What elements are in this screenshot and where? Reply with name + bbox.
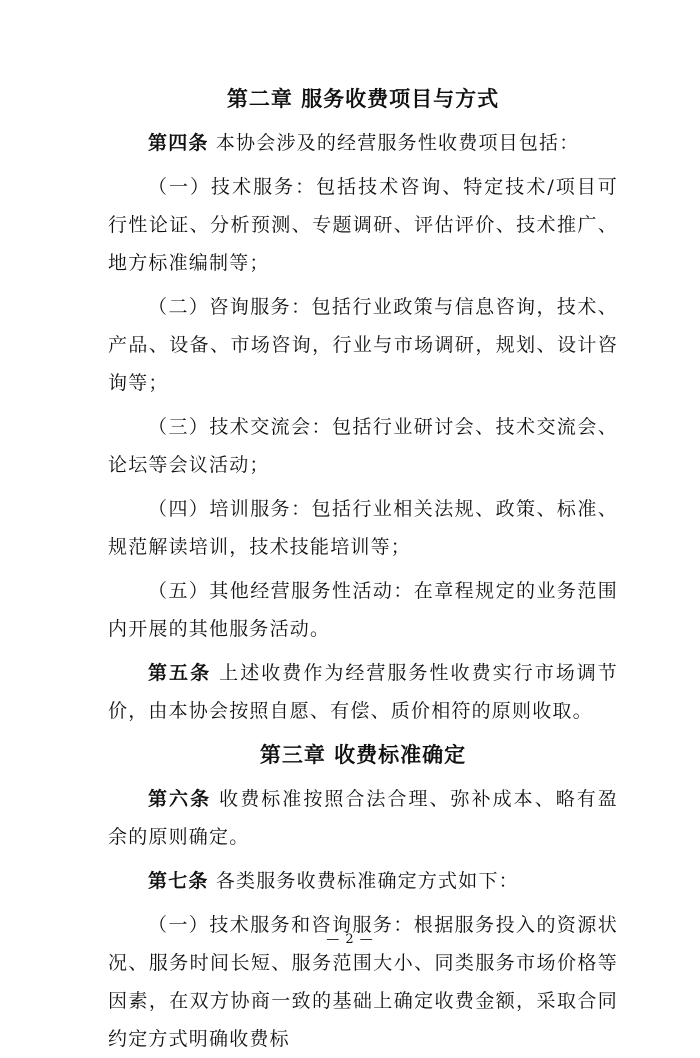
article-6-text: 收费标准按照合法合理、弥补成本、略有盈余的原则确定。 [108,788,618,848]
article-4-item-4: （四）培训服务：包括行业相关法规、政策、标准、规范解读培训，技术技能培训等； [108,498,618,558]
article-4-item-2: （二）咨询服务：包括行业政策与信息咨询，技术、产品、设备、市场咨询，行业与市场调研，规划、设计咨询等； [108,296,618,394]
article-7-item-1: （一）技术服务和咨询服务：根据服务投入的资源状况、服务时间长短、服务范围大小、同类服务市场价格等因素，在双方协商一致的基础上确定收费金额，采取合同约定方式明确收费标 [108,914,618,1050]
article-4-label: 第四条 [148,132,209,154]
article-4-item-1: （一）技术服务：包括技术咨询、特定技术/项目可行性论证、分析预测、专题调研、评估评价、技术推广、地方标准编制等； [108,176,618,274]
article-6-label: 第六条 [148,788,212,810]
article-4-item-3: （三）技术交流会：包括行业研讨会、技术交流会、论坛等会议活动； [108,416,618,476]
page-number: — 2 — [326,932,374,947]
article-5 [108,654,618,730]
article-5-label: 第五条 [148,662,212,684]
article-7-text: 各类服务收费标准确定方式如下： [208,870,519,892]
chapter-3-title: 第三章 收费标准确定 [259,743,467,767]
chapter-2-title: 第二章 服务收费项目与方式 [226,87,500,111]
article-4 [108,124,618,162]
article-6 [108,780,618,856]
article-4-text: 本协会涉及的经营服务性收费项目包括： [208,132,580,154]
article-7-label: 第七条 [148,870,209,892]
article-4-item-5: （五）其他经营服务性活动：在章程规定的业务范围内开展的其他服务活动。 [108,580,618,640]
article-5-text: 上述收费作为经营服务性收费实行市场调节价，由本协会按照自愿、有偿、质价相符的原则收取。 [108,662,618,722]
article-7 [108,862,618,900]
